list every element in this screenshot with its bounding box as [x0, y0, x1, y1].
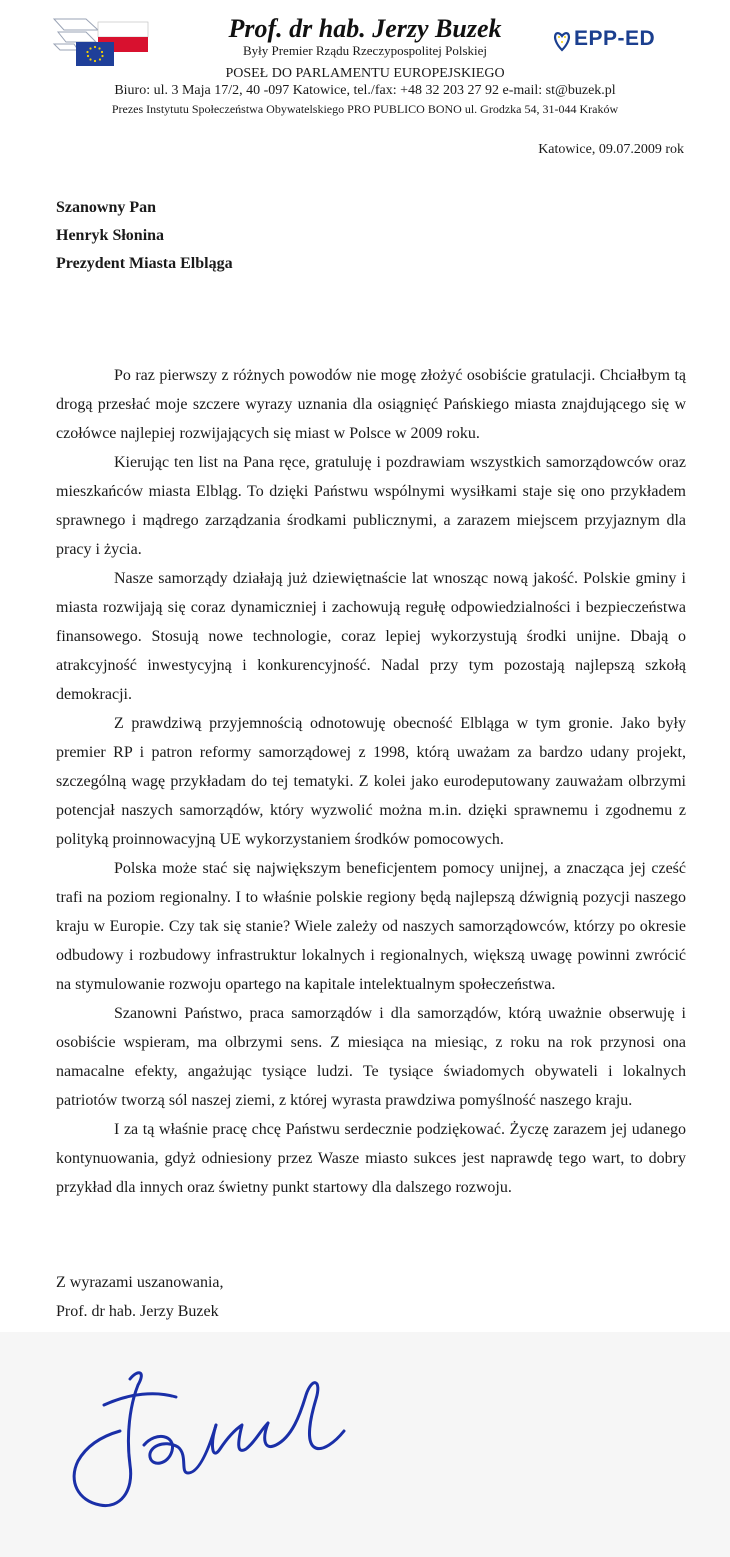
letterhead-institute: Prezes Instytutu Społeczeństwa Obywatelskiego PRO PUBLICO BONO ul. Grodzka 54, 31-044 Kraków: [111, 102, 619, 116]
body-paragraph: Nasze samorządy działają już dziewiętnaście lat wnosząc nową jakość. Polskie gminy i miasta rozwijają się coraz dynamiczniej i zachowują regułę odpowiedzialności i bezpieczeństwa finansowego. Stosują nowe technologie, coraz lepiej wykorzystują środki unijne. Dbają o atrakcyjność inwestycyjną i konkurencyjność. Nadal przy tym pozostają najlepszą szkołą demokracji.: [56, 570, 686, 703]
recipient-title: Prezydent Miasta Elbląga: [56, 255, 233, 272]
recipient-block: [56, 194, 233, 278]
recipient-name: Henryk Słonina: [56, 227, 165, 244]
handwritten-signature: [60, 1365, 360, 1515]
recipient-salutation: Szanowny Pan: [56, 199, 157, 216]
body-paragraph: Z prawdziwą przyjemnością odnotowuję obecność Elbląga w tym gronie. Jako były premier RP i patron reformy samorządowej z 1998, którą uważam za bardzo udany projekt, szczególną wagę przykładam do tej tematyki. Z kolei jako eurodeputowany zauważam olbrzymi potencjał naszych samorządów, który wyzwolić można m.in. dzięki sprawnemu i zgodnemu z polityką proinnowacyjną UE wykorzystaniem środków pomocowych.: [56, 715, 686, 848]
letterhead-address: Biuro: ul. 3 Maja 17/2, 40 -097 Katowice, tel./fax: +48 32 203 27 92 e-mail: st@buzek.pl: [114, 83, 616, 98]
signatory-name: Prof. dr hab. Jerzy Buzek: [56, 1303, 219, 1320]
body-paragraph: Po raz pierwszy z różnych powodów nie mogę złożyć osobiście gratulacji. Chciałbym tą drogą przesłać moje szczere wyrazy uznania dla osiągnięć Pańskiego miasta znajdującego się w czołówce najlepiej rozwijających się miast w Polsce w 2009 roku.: [56, 367, 686, 442]
epp-ed-logo-text: EPP-ED: [574, 27, 656, 50]
body-paragraph: Szanowni Państwo, praca samorządów i dla samorządów, którą uważnie obserwuję i osobiście wspieram, ma olbrzymi sens. Z miesiąca na miesiąc, z roku na rok przynosi ona namacalne efekty, angażując tysiące ludzi. Te tysiące świadomych obywateli i lokalnych patriotów tworzą sól naszej ziemi, z której wyrasta prawdziwa pomyślność naszego kraju.: [56, 1005, 686, 1109]
letter-date: Katowice, 09.07.2009 rok: [538, 142, 684, 157]
letter-body: [56, 361, 686, 1202]
letterhead-office-title: POSEŁ DO PARLAMENTU EUROPEJSKIEGO: [225, 66, 505, 81]
letterhead-subtitle: Były Premier Rządu Rzeczypospolitej Polskiej: [242, 43, 488, 58]
letterhead-name: Prof. dr hab. Jerzy Buzek: [228, 14, 502, 43]
body-paragraph: I za tą właśnie pracę chcę Państwu serdecznie podziękować. Życzę zarazem jej udanego kontynuowania, gdyż odniesiony przez Wasze miasto sukces jest naprawdę tego wart, to dobry przykład dla innych oraz świetny punkt startowy dla dalszego rozwoju.: [56, 1121, 686, 1196]
body-paragraph: Polska może stać się największym beneficjentem pomocy unijnej, a znacząca jej cześć trafi na poziom regionalny. I to właśnie polskie regiony będą najlepszą dźwignią pozycji naszego kraju w Europie. Czy tak się stanie? Wiele zależy od naszych samorządowców, którzy po okresie odbudowy i rozbudowy infrastruktur lokalnych i regionalnych, większą uwagę powinni zwrócić na stymulowanie rozwoju opartego na kapitale intelektualnym społeczeństwa.: [56, 860, 686, 993]
body-paragraph: Kierując ten list na Pana ręce, gratuluję i pozdrawiam wszystkich samorządowców oraz mieszkańców miasta Elbląg. To dzięki Państwu wspólnymi wysiłkami staje się ono przykładem sprawnego i mądrego zarządzania środkami publicznymi, a zarazem miejscem przyjaznym dla pracy i życia.: [56, 454, 686, 558]
closing-block: [56, 1268, 223, 1326]
closing-salutation: Z wyrazami uszanowania,: [56, 1274, 224, 1291]
